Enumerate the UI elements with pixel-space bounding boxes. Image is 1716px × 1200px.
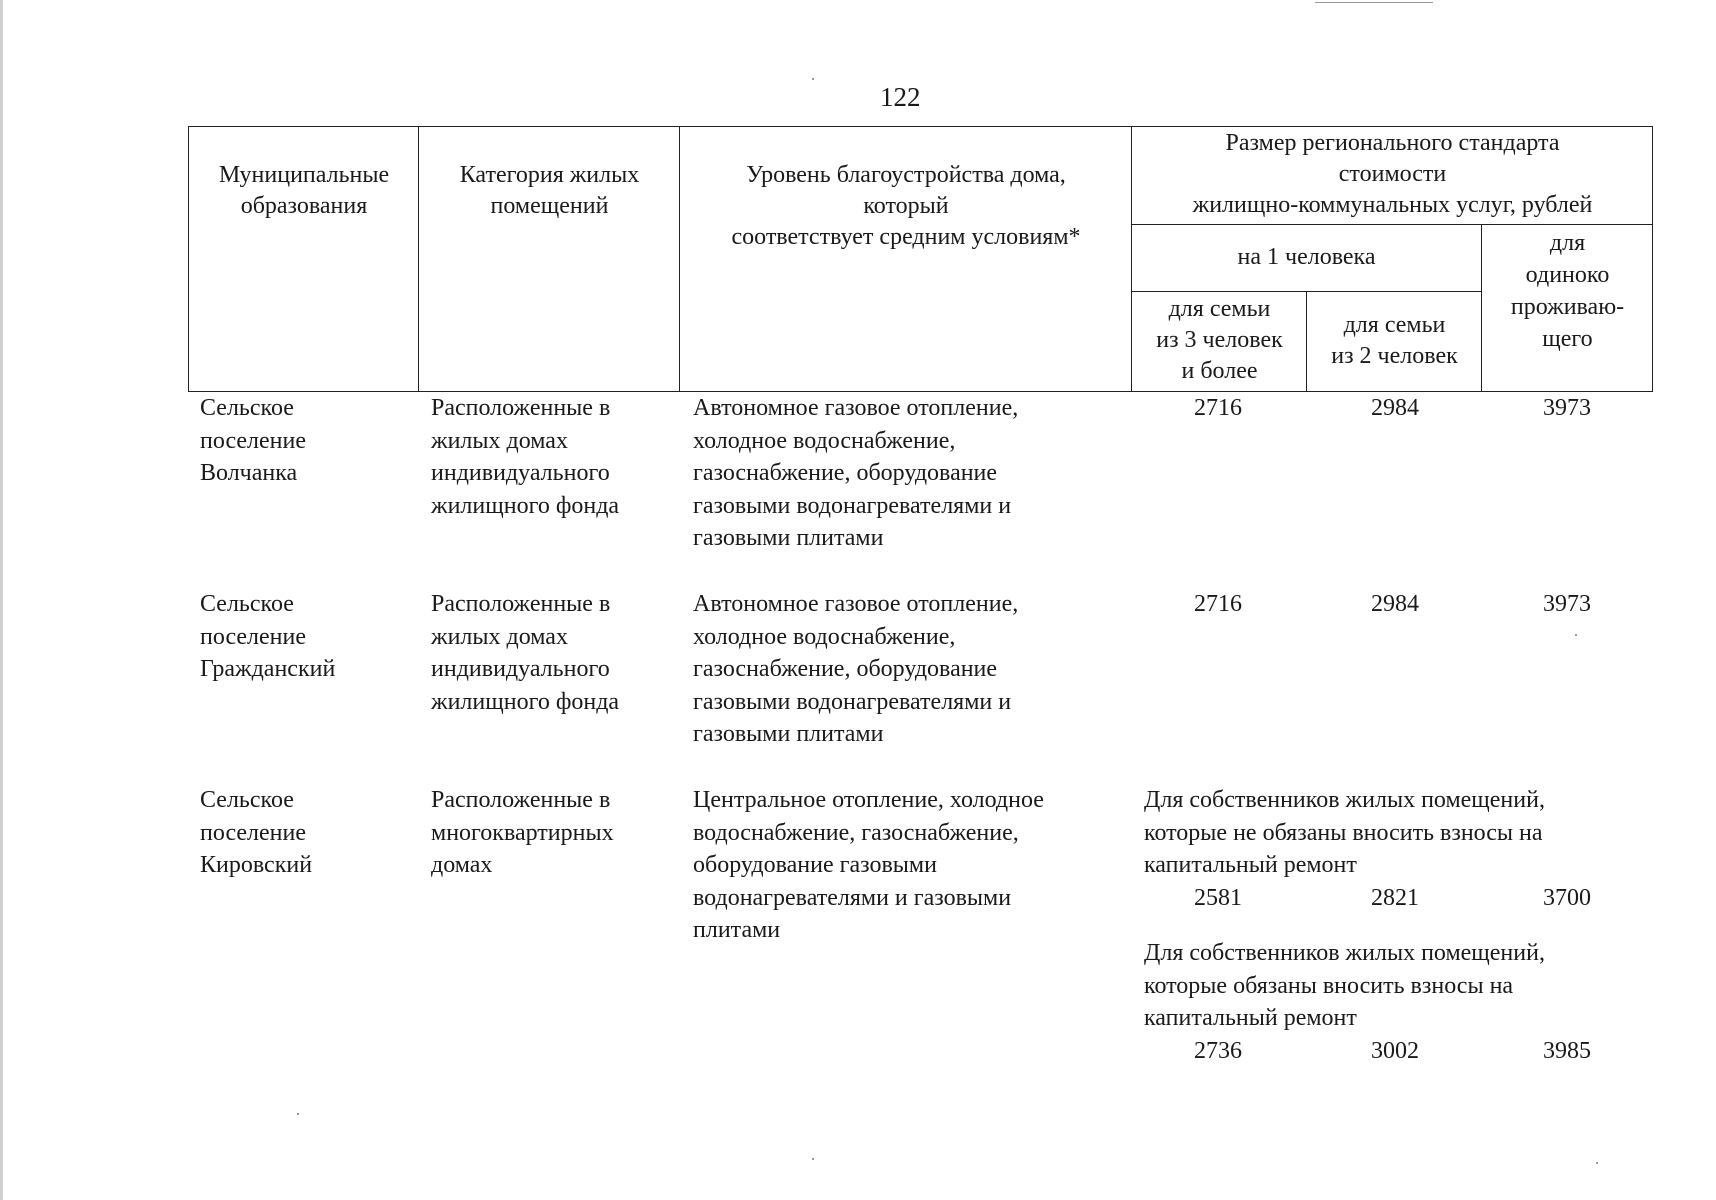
header-family3: для семьи из 3 человек и более: [1156, 296, 1283, 384]
scan-speck: [812, 1158, 814, 1160]
cell-amenities: Автономное газовое отопление, холодное водоснабжение, газоснабжение, оборудование газовыми водонагревателями и газовыми плитами: [693, 395, 1019, 552]
cell-amenities: Автономное газовое отопление, холодное водоснабжение, газоснабжение, оборудование газовыми водонагревателями и газовыми плитами: [693, 591, 1019, 748]
header-per-person: на 1 человека: [1237, 244, 1376, 270]
cell-family2-value: 2984: [1371, 395, 1419, 421]
cell-single-value: 3973: [1543, 395, 1591, 421]
scan-speck: [1596, 1162, 1598, 1164]
note-no-capital-repair: Для собственников жилых помещений, которые не обязаны вносить взносы на капитальный ремонт: [1144, 787, 1545, 879]
cell-municipality: Сельское поселение Волчанка: [200, 395, 307, 487]
cell-municipality: Сельское поселение Кировский: [200, 787, 313, 879]
cell-family3-value: 2581: [1194, 885, 1242, 911]
scan-speck: [1575, 634, 1577, 636]
header-family2: для семьи из 2 человек: [1331, 312, 1458, 369]
header-category: Категория жилых помещений: [459, 162, 640, 219]
scan-speck: [812, 78, 814, 80]
cell-single-value: 3700: [1543, 885, 1591, 911]
cell-municipality: Сельское поселение Гражданский: [200, 591, 336, 683]
cell-single-value: 3985: [1543, 1038, 1591, 1064]
cell-category: Расположенные в жилых домах индивидуального жилищного фонда: [431, 591, 620, 715]
header-single: для одиноко проживаю- щего: [1510, 230, 1625, 352]
cell-family3-value: 2716: [1194, 395, 1242, 421]
scan-edge: [0, 0, 3, 1200]
cell-category: Расположенные в жилых домах индивидуального жилищного фонда: [431, 395, 620, 519]
scan-mark: [1315, 2, 1433, 3]
cell-family3-value: 2716: [1194, 591, 1242, 617]
header-municipality: Муниципальные образования: [218, 162, 390, 219]
scan-speck: [297, 1113, 299, 1115]
cell-category: Расположенные в многоквартирных домах: [431, 787, 614, 879]
cell-amenities: Центральное отопление, холодное водоснабжение, газоснабжение, оборудование газовыми водонагревателями и газовыми плитами: [693, 787, 1044, 944]
cell-family2-value: 2984: [1371, 591, 1419, 617]
header-standard: Размер регионального стандарта стоимости жилищно-коммунальных услуг, рублей: [1192, 130, 1593, 218]
cell-family2-value: 3002: [1371, 1038, 1419, 1064]
note-capital-repair: Для собственников жилых помещений, которые обязаны вносить взносы на капитальный ремонт: [1144, 940, 1545, 1032]
header-amenities: Уровень благоустройства дома, который соответствует средним условиям*: [731, 162, 1081, 250]
page-number: 122: [880, 82, 921, 112]
cell-family2-value: 2821: [1371, 885, 1419, 911]
cell-family3-value: 2736: [1194, 1038, 1242, 1064]
cell-single-value: 3973: [1543, 591, 1591, 617]
